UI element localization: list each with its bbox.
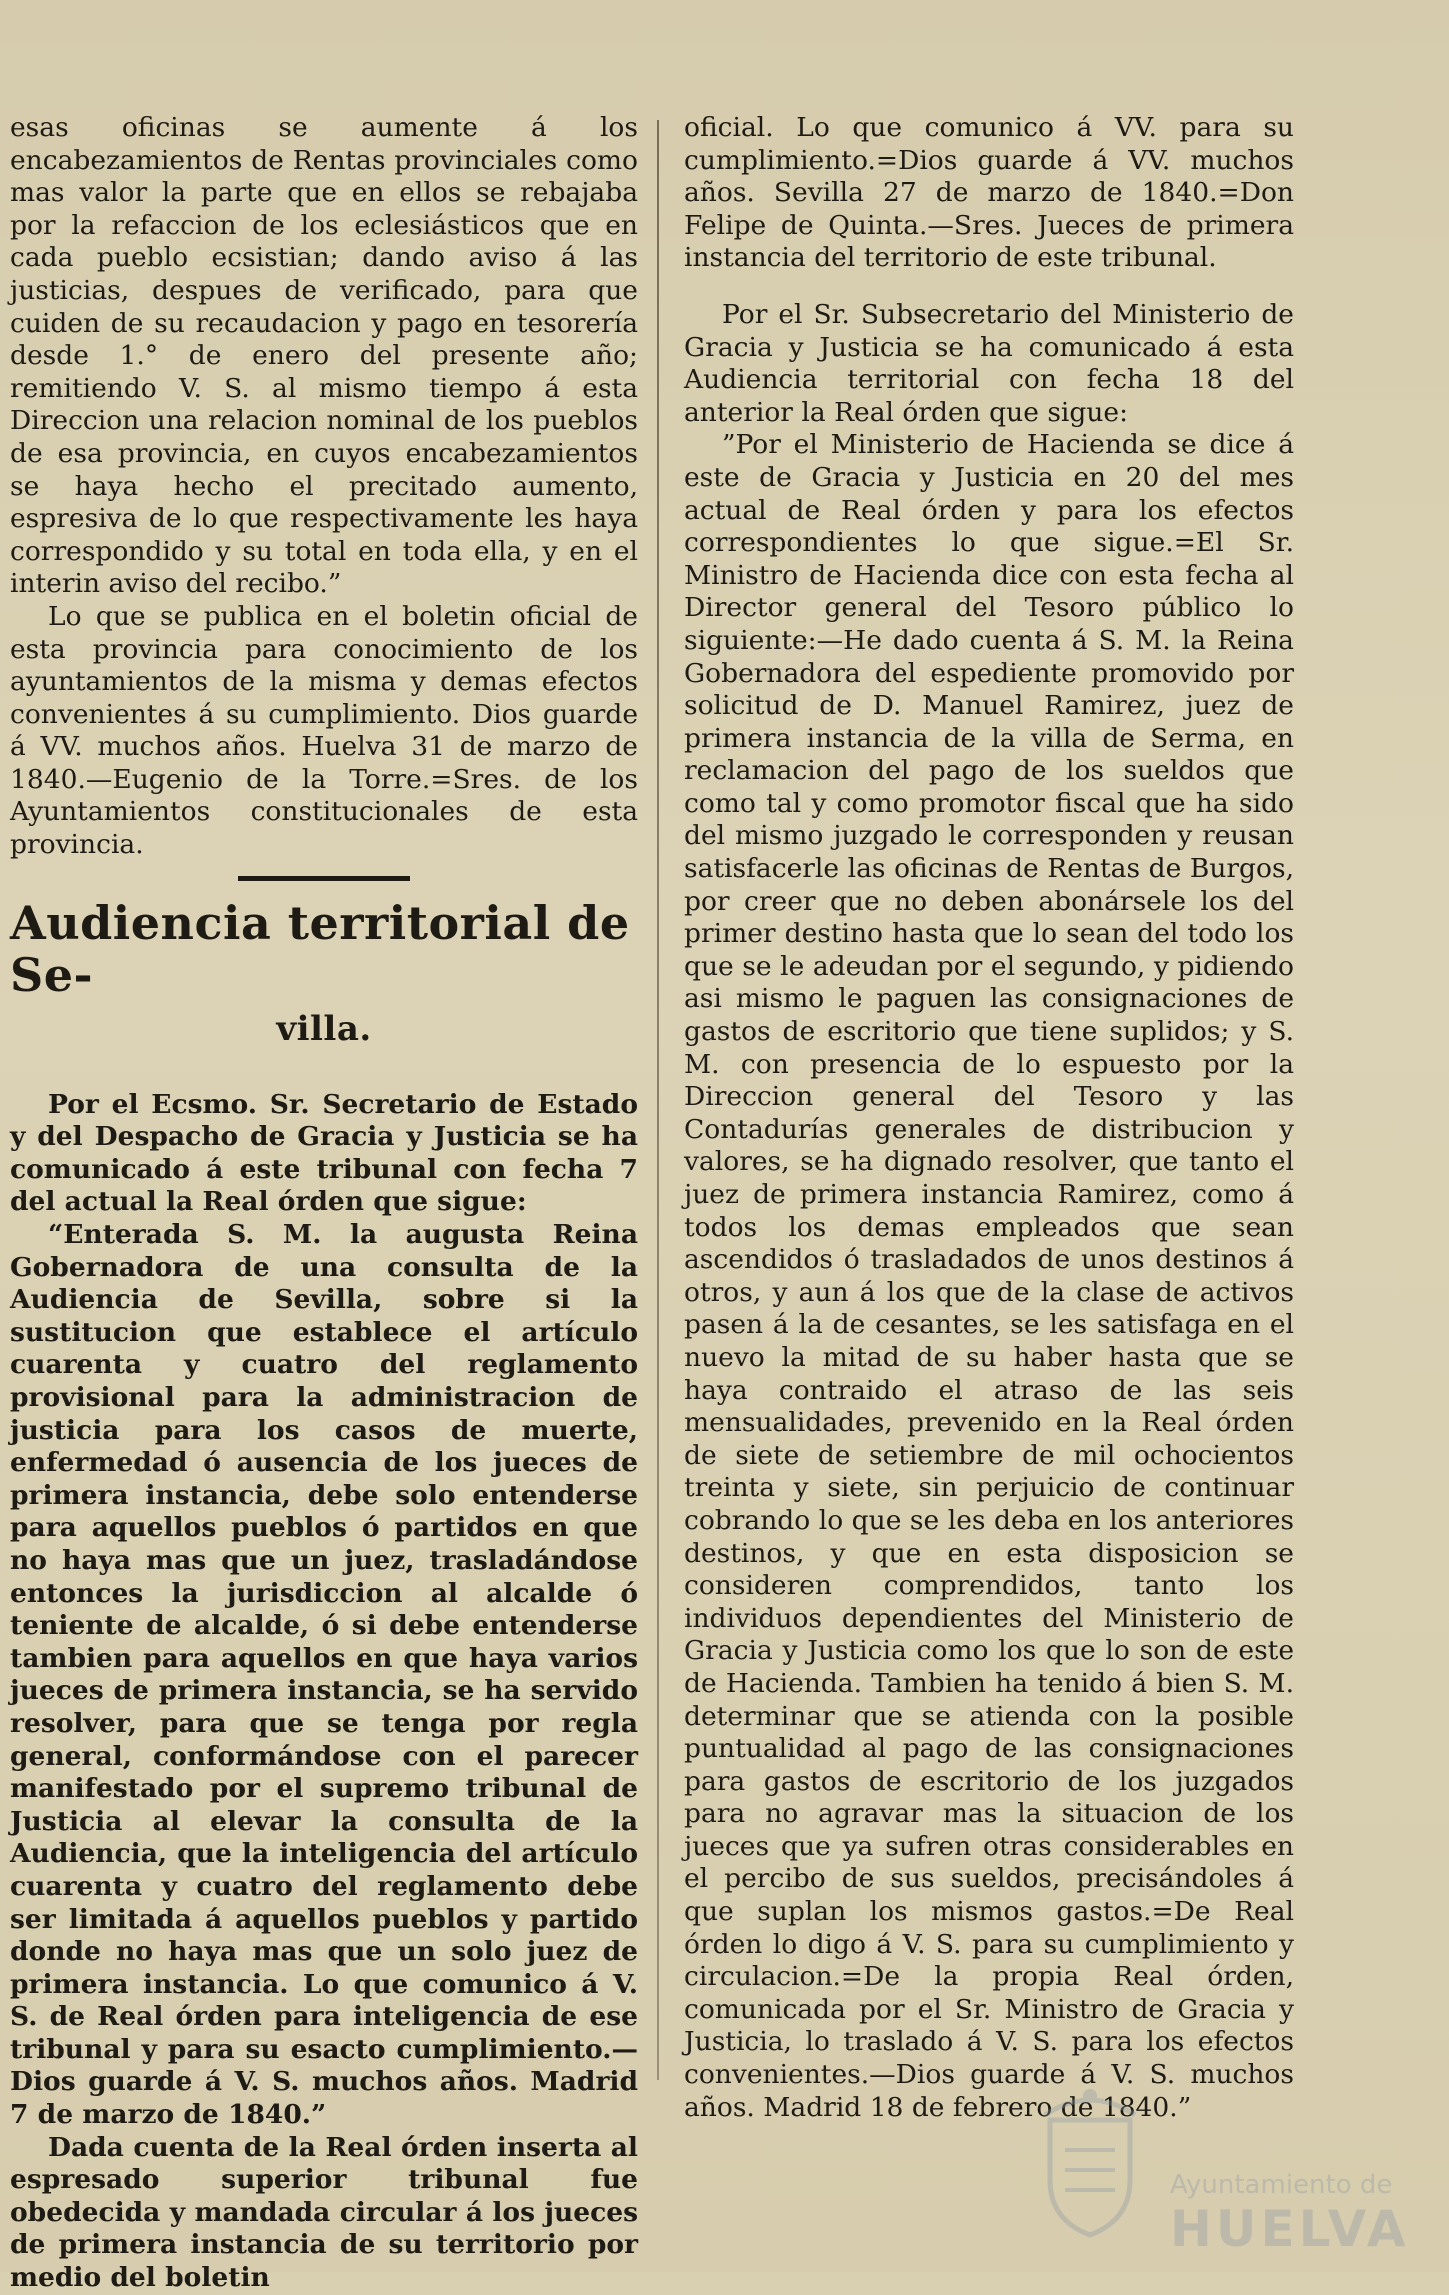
section-separator	[238, 876, 410, 881]
left-paragraph-3: Por el Ecsmo. Sr. Secretario de Estado y del Despacho de Gracia y Justicia se ha comunicado á este tribunal con fecha 7 del actual la Real órden que sigue:	[10, 1088, 638, 1218]
right-paragraph-3: ”Por el Ministerio de Hacienda se dice á este de Gracia y Justicia en 20 del mes actual de Real órden y para los efectos correspondientes lo que sigue.=El Sr. Ministro de Hacienda dice con esta fecha al Director general del Tesoro público lo siguiente:—He dado cuenta á S. M. la Reina Gobernadora del espediente promovido por solicitud de D. Manuel Ramirez, juez de primera instancia de la villa de Serma, en reclamacion del pago de los sueldos que como tal y como promotor fiscal que ha sido del mismo juzgado le corresponden y reusan satisfacerle las oficinas de Rentas de Burgos, por creer que no deben abonársele los del primer destino hasta que lo sean del todo los que se le adeudan por el segundo, y pidiendo asi mismo le paguen las consignaciones de gastos de escritorio que tiene suplidos; y S. M. con presencia de lo espuesto por la Direccion general del Tesoro y las Contadurías generales de distribucion y valores, se ha dignado resolver, que tanto el juez de primera instancia Ramirez, como á todos los demas empleados que sean ascendidos ó trasladados de unos destinos á otros, y aun á los que de la clase de activos pasen á la de cesantes, se les satisfaga en el nuevo la mitad de su haber hasta que se haya contraido el atraso de las seis mensualidades, prevenido en la Real órden de siete de setiembre de mil ochocientos treinta y siete, sin perjuicio de continuar cobrando lo que se les deba en los anteriores destinos, y que en esta disposicion se consideren comprendidos, tanto los individuos dependientes del Ministerio de Gracia y Justicia como los que lo son de este de Hacienda. Tambien ha tenido á bien S. M. determinar que se atienda con la posible puntualidad al pago de las consignaciones para gastos de escritorio de los juzgados para no agravar mas la situacion de los jueces que ya sufren otras considerables en el percibo de sus sueldos, precisándoles á que suplan los mismos gastos.=De Real órden lo digo á V. S. para su cumplimiento y circulacion.=De la propia Real órden, comunicada por el Sr. Ministro de Gracia y Justicia, lo traslado á V. S. para los efectos convenientes.—Dios guarde á V. S. muchos años. Madrid 18 de febrero de 1840.”	[684, 429, 1294, 2123]
left-paragraph-5: Dada cuenta de la Real órden inserta al espresado superior tribunal fue obedecida y mandada circular á los jueces de primera instancia de su territorio por medio del boletin	[10, 2131, 638, 2294]
watermark	[1030, 2060, 1410, 2258]
right-paragraph-1: oficial. Lo que comunico á VV. para su cumplimiento.=Dios guarde á VV. muchos años. Sevilla 27 de marzo de 1840.=Don Felipe de Quinta.—Sres. Jueces de primera instancia del territorio de este tribunal.	[684, 112, 1294, 274]
watermark-line2: HUELVA	[1170, 2200, 1410, 2258]
left-paragraph-4: “Enterada S. M. la augusta Reina Gobernadora de una consulta de la Audiencia de Sevilla, sobre si la sustitucion que establece el artículo cuarenta y cuatro del reglamento provisional para la administracion de justicia para los casos de muerte, enfermedad ó ausencia de los jueces de primera instancia, debe solo entenderse para aquellos pueblos ó partidos en que no haya mas que un juez, trasladándose entonces la jurisdiccion al alcalde ó teniente de alcalde, ó si debe entenderse tambien para aquellos en que haya varios jueces de primera instancia, se ha servido resolver, para que se tenga por regla general, conformándose con el parecer manifestado por el supremo tribunal de Justicia al elevar la consulta de la Audiencia, que la inteligencia del artículo cuarenta y cuatro del reglamento debe ser limitada á aquellos pueblos y partido donde no haya mas que un solo juez de primera instancia. Lo que comunico á V. S. de Real órden para inteligencia de ese tribunal y para su esacto cumplimiento.—Dios guarde á V. S. muchos años. Madrid 7 de marzo de 1840.”	[10, 1219, 638, 2131]
section-heading-line1: Audiencia territorial de Se-	[10, 895, 630, 1002]
right-paragraph-2: Por el Sr. Subsecretario del Ministerio de Gracia y Justicia se ha comunicado á esta Audiencia territorial con fecha 18 del anterior la Real órden que sigue:	[684, 298, 1294, 428]
left-paragraph-1: esas oficinas se aumente á los encabezamientos de Rentas provinciales como mas valor la parte que en ellos se rebajaba por la refaccion de los eclesiásticos que en cada pueblo ecsistian; dando aviso á las justicias, despues de verificado, para que cuiden de su recaudacion y pago en tesorería desde 1.° de enero del presente año; remitiendo V. S. al mismo tiempo á esta Direccion una relacion nominal de los pueblos de esa provincia, en cuyos encabezamientos se haya hecho el precitado aumento, espresiva de lo que respectivamente les haya correspondido y su total en toda ella, y en el interin aviso del recibo.”	[10, 112, 638, 600]
section-heading	[10, 897, 638, 1055]
column-divider	[657, 120, 659, 2080]
section-heading-line2: villa.	[276, 1008, 372, 1049]
watermark-line1: Ayuntamiento de	[1170, 2170, 1393, 2200]
left-column	[10, 112, 638, 2295]
huelva-coat-of-arms-icon	[1030, 2080, 1150, 2240]
left-paragraph-2: Lo que se publica en el boletin oficial de esta provincia para conocimiento de los ayuntamientos de la misma y demas efectos convenientes á su cumplimiento. Dios guarde á VV. muchos años. Huelva 31 de marzo de 1840.—Eugenio de la Torre.=Sres. de los Ayuntamientos constitucionales de esta provincia.	[10, 600, 638, 861]
right-column	[684, 112, 1294, 2124]
